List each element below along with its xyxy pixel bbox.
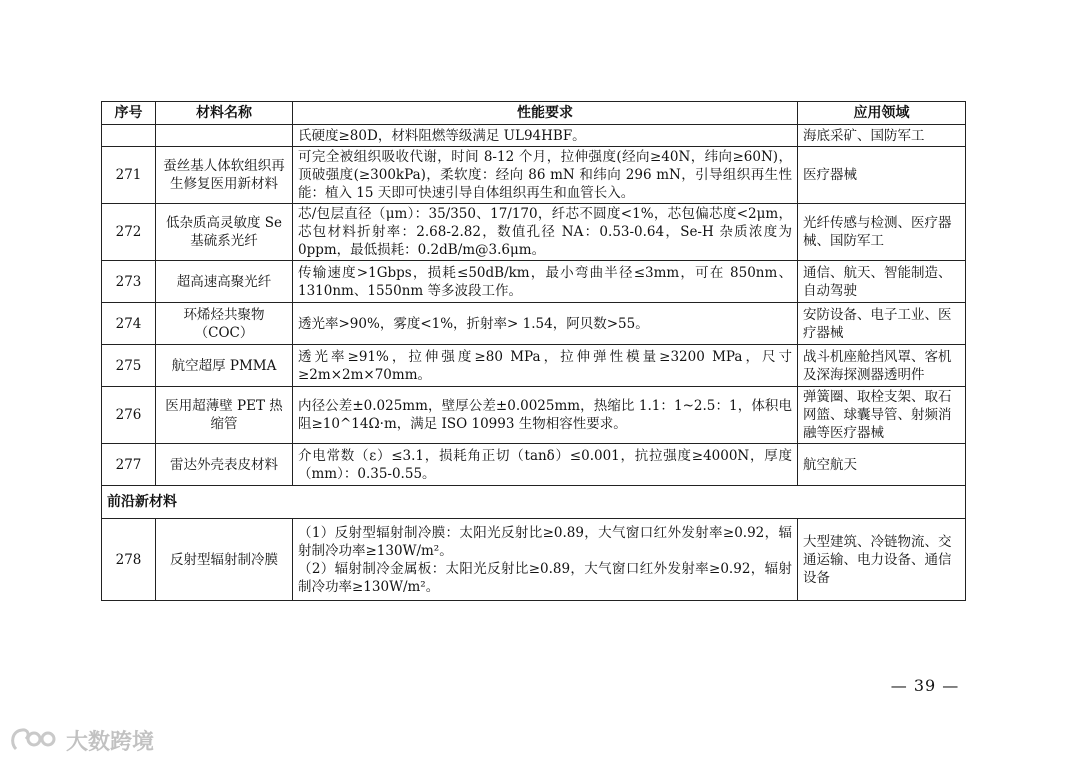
perf-line: （2）辐射制冷金属板：太阳光反射比≥0.89，大气窗口红外发射率≥0.92，辐射制冷功率≥130W/m²。 [298, 560, 792, 595]
row-perf [293, 125, 798, 147]
header-name: 材料名称 [156, 102, 293, 125]
row-perf [293, 204, 798, 261]
row-no [102, 125, 156, 147]
table-row [102, 147, 966, 204]
row-name: 环烯烃共聚物（COC） [156, 303, 293, 345]
perf-line: 氏硬度≥80D，材料阻燃等级满足 UL94HBF。 [298, 127, 586, 144]
row-no: 275 [102, 345, 156, 387]
section-title: 前沿新材料 [102, 486, 966, 519]
row-name: 低杂质高灵敏度 Se 基硫系光纤 [156, 204, 293, 261]
materials-table [101, 101, 966, 601]
row-no: 272 [102, 204, 156, 261]
perf-line: 芯/包层直径（μm）：35/350、17/170，纤芯不圆度<1%，芯包偏芯度<2μm，芯包材料折射率：2.68-2.82，数值孔径 NA：0.53-0.64，Se-H 杂质浓度为 0ppm，最低损耗：0.2dB/m@3.6μm。 [298, 206, 792, 258]
row-app: 大型建筑、冷链物流、交通运输、电力设备、通信设备 [798, 519, 966, 601]
row-app: 安防设备、电子工业、医疗器械 [798, 303, 966, 345]
perf-line: 传输速度>1Gbps，损耗≤50dB/km，最小弯曲半径≤3mm，可在 850nm、1310nm、1550nm 等多波段工作。 [298, 264, 792, 299]
row-name: 反射型辐射制冷膜 [156, 519, 293, 601]
header-no: 序号 [102, 102, 156, 125]
row-app: 航空航天 [798, 444, 966, 486]
table-row [102, 303, 966, 345]
table-row [102, 261, 966, 303]
table-header-row [102, 102, 966, 125]
row-perf [293, 519, 798, 601]
row-name: 蚕丝基人体软组织再生修复医用新材料 [156, 147, 293, 204]
row-no: 274 [102, 303, 156, 345]
row-app: 光纤传感与检测、医疗器械、国防军工 [798, 204, 966, 261]
watermark-logo-icon [8, 725, 60, 755]
table-row [102, 444, 966, 486]
row-perf [293, 147, 798, 204]
row-app: 战斗机座舱挡风罩、客机及深海探测器透明件 [798, 345, 966, 387]
row-app: 海底采矿、国防军工 [798, 125, 966, 147]
row-app: 医疗器械 [798, 147, 966, 204]
perf-line: 透光率≥91%，拉伸强度≥80 MPa，拉伸弹性模量≥3200 MPa，尺寸≥2m×2m×70mm。 [298, 348, 792, 383]
section-row [102, 486, 966, 519]
row-perf [293, 444, 798, 486]
row-perf [293, 261, 798, 303]
perf-line: 内径公差±0.025mm，壁厚公差±0.0025mm，热缩比 1.1：1~2.5：1，体积电阻≥10^14Ω·m，满足 ISO 10993 生物相容性要求。 [298, 398, 792, 432]
table-row-continued [102, 125, 966, 147]
row-no: 273 [102, 261, 156, 303]
row-name: 超高速高聚光纤 [156, 261, 293, 303]
perf-line: （1）反射型辐射制冷膜：太阳光反射比≥0.89，大气窗口红外发射率≥0.92，辐射制冷功率≥130W/m²。 [298, 524, 792, 559]
row-no: 278 [102, 519, 156, 601]
row-name: 医用超薄壁 PET 热缩管 [156, 387, 293, 444]
row-perf [293, 387, 798, 444]
row-name [156, 125, 293, 147]
table-row [102, 345, 966, 387]
row-name: 雷达外壳表皮材料 [156, 444, 293, 486]
perf-line: 透光率>90%，雾度<1%，折射率> 1.54，阿贝数>55。 [298, 315, 649, 332]
row-no: 276 [102, 387, 156, 444]
row-no: 271 [102, 147, 156, 204]
watermark-text: 大数跨境 [66, 729, 155, 755]
row-app: 弹簧圈、取栓支架、取石网篮、球囊导管、射频消融等医疗器械 [798, 387, 966, 444]
row-app: 通信、航天、智能制造、自动驾驶 [798, 261, 966, 303]
table-row [102, 204, 966, 261]
row-perf [293, 303, 798, 345]
table-row [102, 387, 966, 444]
header-perf: 性能要求 [293, 102, 798, 125]
table-row [102, 519, 966, 601]
row-perf [293, 345, 798, 387]
perf-line: 可完全被组织吸收代谢，时间 8-12 个月，拉伸强度(经向≥40N，纬向≥60N)，顶破强度(≥300kPa)，柔软度：经向 86 mN 和纬向 296 mN，引导组织再生性能：植入 15 天即可快速引导自体组织再生和血管长入。 [298, 149, 792, 201]
perf-line: 介电常数（ε）≤3.1，损耗角正切（tanδ）≤0.001，抗拉强度≥4000N，厚度（mm）：0.35-0.55。 [298, 447, 792, 482]
page-number: — 39 — [890, 676, 960, 695]
row-name: 航空超厚 PMMA [156, 345, 293, 387]
watermark [8, 722, 154, 758]
header-app: 应用领域 [798, 102, 966, 125]
row-no: 277 [102, 444, 156, 486]
